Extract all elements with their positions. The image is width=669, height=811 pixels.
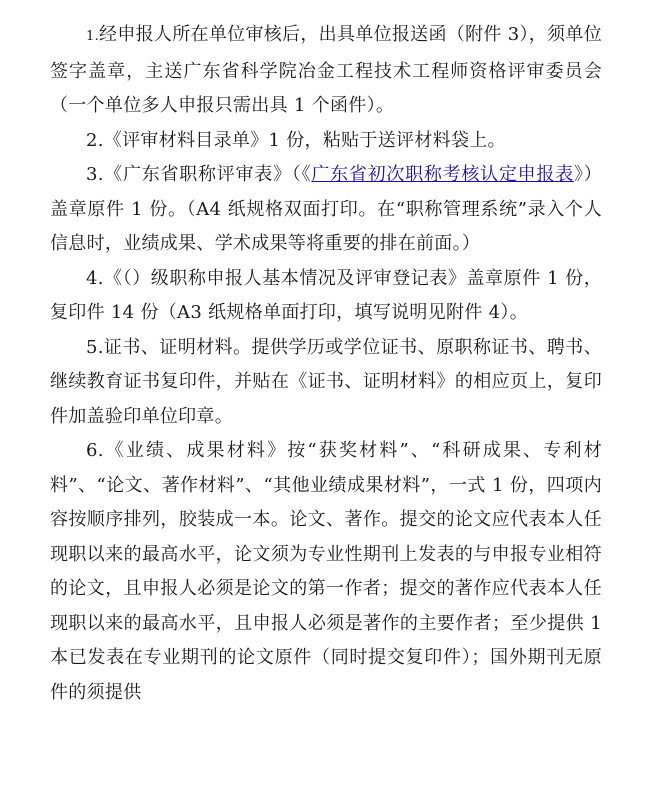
paragraph-5-text: 5.证书、证明材料。提供学历或学位证书、原职称证书、聘书、继续教育证书复印件，并贴在《证书、证明材料》的相应页上，复印件加盖验印单位印章。: [50, 336, 602, 427]
paragraph-1: [50, 18, 602, 124]
paragraph-2: [50, 124, 602, 159]
paragraph-5: [50, 331, 602, 435]
paragraph-3-text-before: 3.《广东省职称评审表》（《: [86, 164, 312, 185]
paragraph-6-text: 6.《业绩、成果材料》按“获奖材料”、“科研成果、专利材料”、“论文、著作材料”、“其他业绩成果材料”，一式 1 份，四项内容按顺序排列，胶装成一本。论文、著作。提交的论文应代表本人任现职以来的最高水平，论文须为专业性期刊上发表的与申报专业相符的论文，且申报人必须是论文的第一作者；提交的著作应代表本人任现职以来的最高水平，且申报人必须是著作的主要作者；至少提供 1 本已发表在专业期刊的论文原件（同时提交复印件）；国外期刊无原件的须提供: [50, 440, 602, 703]
paragraph-6: [50, 434, 602, 710]
paragraph-1-text: 经申报人所在单位审核后，出具单位报送函（附件 3），须单位签字盖章，主送广东省科学院冶金工程技术工程师资格评审委员会（一个单位多人申报只需出具 1 个函件）。: [50, 24, 602, 116]
paragraph-4-text: 4.《（）级职称申报人基本情况及评审登记表》盖章原件 1 份，复印件 14 份（A3 纸规格单面打印，填写说明见附件 4）。: [50, 267, 602, 323]
paragraph-1-number: 1.: [86, 29, 100, 44]
paragraph-3: [50, 158, 602, 262]
paragraph-3-text-after: 》）盖章原件 1 份。（A4 纸规格双面打印。在“职称管理系统”录入个人信息时，业绩成果、学术成果等将重要的排在前面。）: [50, 164, 602, 254]
document-page: [50, 18, 602, 710]
initial-title-form-link[interactable]: 广东省初次职称考核认定申报表: [311, 164, 574, 185]
paragraph-2-text: 2.《评审材料目录单》1 份，粘贴于送评材料袋上。: [86, 129, 506, 151]
paragraph-4: [50, 262, 602, 331]
